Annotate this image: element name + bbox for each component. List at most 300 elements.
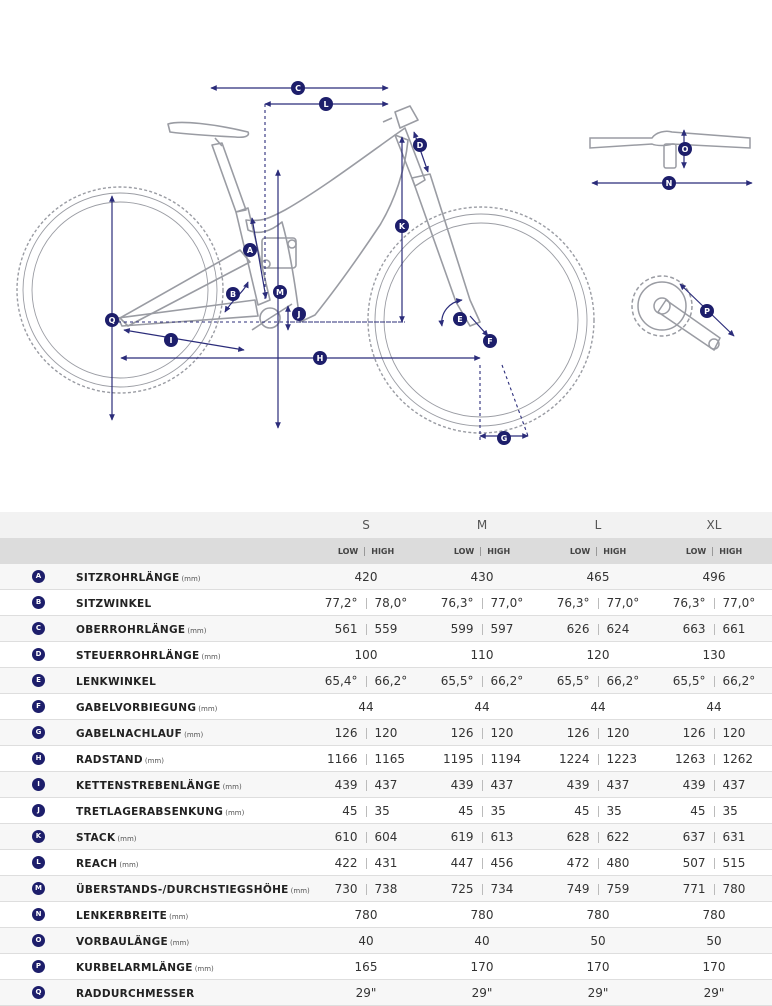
value-separator	[598, 624, 599, 635]
value: 29"	[471, 985, 493, 1000]
value-cell-xl	[656, 824, 772, 850]
high-label: HIGH	[487, 546, 511, 556]
reference-lines	[118, 104, 528, 440]
value-separator	[714, 598, 715, 609]
row-letter-badge: M	[32, 882, 45, 895]
value-high: 66,2°	[606, 673, 640, 688]
header-spacer	[0, 538, 76, 564]
value-cell-s	[308, 824, 424, 850]
value-cell-xl	[656, 616, 772, 642]
row-letter-cell	[0, 564, 76, 590]
value-high: 613	[490, 829, 514, 844]
row-letter-badge: G	[32, 726, 45, 739]
value-low: 65,4°	[324, 673, 358, 688]
row-label-cell	[76, 590, 308, 616]
value-high: 35	[490, 803, 506, 818]
row-letter-cell	[0, 850, 76, 876]
svg-text:K: K	[398, 222, 406, 231]
value-separator	[366, 806, 367, 817]
value-low: 561	[334, 621, 358, 636]
value-high: 661	[722, 621, 746, 636]
value-high: 515	[722, 855, 746, 870]
svg-text:L: L	[323, 100, 329, 109]
value-low: 1224	[558, 751, 590, 766]
value-high: 624	[606, 621, 630, 636]
value-low: 1195	[442, 751, 474, 766]
badge-o	[678, 142, 692, 156]
value-high: 1165	[374, 751, 406, 766]
value-low: 626	[566, 621, 590, 636]
row-letter-badge: O	[32, 934, 45, 947]
value: 44	[590, 699, 606, 714]
value-high: 604	[374, 829, 398, 844]
value-separator	[482, 754, 483, 765]
value-separator	[714, 624, 715, 635]
row-letter-badge: B	[32, 596, 45, 609]
value-low: 422	[334, 855, 358, 870]
value: 496	[702, 569, 726, 584]
value-high: 120	[606, 725, 630, 740]
row-letter-badge: F	[32, 700, 45, 713]
value-high: 77,0°	[722, 595, 756, 610]
row-letter-cell	[0, 980, 76, 1006]
header-spacer	[76, 512, 308, 538]
value-low: 619	[450, 829, 474, 844]
value-low: 45	[458, 803, 474, 818]
value-low: 1166	[326, 751, 358, 766]
value-low: 439	[334, 777, 358, 792]
row-letter-cell	[0, 694, 76, 720]
badge-d	[413, 138, 427, 152]
value-cell-s	[308, 772, 424, 798]
value-cell-l	[540, 720, 656, 746]
value-separator	[482, 728, 483, 739]
svg-text:B: B	[229, 290, 237, 299]
row-label: OBERROHRLÄNGE	[76, 623, 186, 636]
bike-geometry-diagram	[0, 0, 772, 500]
value-low: 628	[566, 829, 590, 844]
value: 100	[354, 647, 378, 662]
dimension-arrows	[112, 88, 528, 436]
geometry-row-h	[0, 746, 772, 772]
value-cell-xl	[656, 564, 772, 590]
row-label-cell	[76, 668, 308, 694]
row-label: RADDURCHMESSER	[76, 987, 195, 1000]
low-high-l	[540, 538, 656, 564]
value: 29"	[587, 985, 609, 1000]
value-cell-s	[308, 954, 424, 980]
row-unit: (mm)	[198, 704, 218, 713]
badge-n	[662, 176, 676, 190]
value-cell-l	[540, 876, 656, 902]
svg-text:D: D	[416, 141, 424, 150]
badge-m	[273, 285, 287, 299]
value-separator	[714, 858, 715, 869]
geometry-row-g	[0, 720, 772, 746]
geometry-row-d	[0, 642, 772, 668]
row-label: RADSTAND	[76, 753, 143, 766]
value-cell-s	[308, 980, 424, 1006]
value-separator	[598, 676, 599, 687]
row-label-cell	[76, 798, 308, 824]
value-high: 1223	[606, 751, 638, 766]
value-separator	[598, 728, 599, 739]
value-cell-m	[424, 980, 540, 1006]
value-separator	[366, 858, 367, 869]
value-cell-m	[424, 694, 540, 720]
badge-g	[497, 431, 511, 445]
value-low: 730	[334, 881, 358, 896]
row-unit: (mm)	[181, 574, 201, 583]
header-spacer	[0, 512, 76, 538]
size-header-m: M	[424, 512, 540, 538]
svg-text:C: C	[295, 84, 301, 93]
value-separator	[598, 598, 599, 609]
low-label: LOW	[685, 546, 707, 556]
value-cell-s	[308, 590, 424, 616]
high-label: HIGH	[371, 546, 395, 556]
value-separator	[366, 598, 367, 609]
row-label-cell	[76, 850, 308, 876]
value-high: 738	[374, 881, 398, 896]
value-low: 749	[566, 881, 590, 896]
row-letter-badge: A	[32, 570, 45, 583]
badge-l	[319, 97, 333, 111]
value-high: 35	[374, 803, 390, 818]
geometry-row-b	[0, 590, 772, 616]
row-letter-cell	[0, 772, 76, 798]
value-cell-m	[424, 850, 540, 876]
low-label: LOW	[569, 546, 591, 556]
value-cell-l	[540, 564, 656, 590]
row-letter-badge: D	[32, 648, 45, 661]
low-high-xl	[656, 538, 772, 564]
row-label-cell	[76, 954, 308, 980]
row-unit: (mm)	[117, 834, 137, 843]
geometry-row-k	[0, 824, 772, 850]
value-separator	[598, 806, 599, 817]
value-cell-s	[308, 720, 424, 746]
value-cell-l	[540, 928, 656, 954]
value-cell-l	[540, 746, 656, 772]
value-cell-s	[308, 694, 424, 720]
value-cell-m	[424, 902, 540, 928]
value-separator	[482, 832, 483, 843]
value-high: 1194	[490, 751, 522, 766]
value-high: 759	[606, 881, 630, 896]
value-high: 77,0°	[490, 595, 524, 610]
value: 170	[702, 959, 726, 974]
svg-text:J: J	[297, 310, 301, 319]
value-cell-m	[424, 954, 540, 980]
dimension-badges	[105, 81, 714, 445]
value: 50	[706, 933, 722, 948]
row-label-cell	[76, 876, 308, 902]
badge-h	[313, 351, 327, 365]
low-high-header-row	[0, 538, 772, 564]
value-low: 126	[334, 725, 358, 740]
size-header-xl: XL	[656, 512, 772, 538]
row-letter-cell	[0, 746, 76, 772]
value-high: 120	[722, 725, 746, 740]
value-low: 76,3°	[440, 595, 474, 610]
value: 29"	[703, 985, 725, 1000]
row-label: KETTENSTREBENLÄNGE	[76, 779, 221, 792]
value: 420	[354, 569, 378, 584]
row-letter-badge: Q	[32, 986, 45, 999]
geometry-row-c	[0, 616, 772, 642]
svg-text:Q: Q	[108, 316, 116, 325]
svg-text:M: M	[276, 288, 284, 297]
value-cell-m	[424, 928, 540, 954]
header-spacer	[76, 538, 308, 564]
value-separator	[714, 832, 715, 843]
row-unit: (mm)	[290, 886, 310, 895]
value-low: 45	[690, 803, 706, 818]
svg-text:N: N	[665, 179, 673, 188]
value-cell-l	[540, 850, 656, 876]
badge-c	[291, 81, 305, 95]
value: 165	[354, 959, 378, 974]
value-low: 439	[566, 777, 590, 792]
badge-j	[292, 307, 306, 321]
value-cell-xl	[656, 590, 772, 616]
badge-e	[453, 312, 467, 326]
value-high: 559	[374, 621, 398, 636]
value-high: 480	[606, 855, 630, 870]
value-high: 66,2°	[490, 673, 524, 688]
value-cell-m	[424, 824, 540, 850]
value-cell-m	[424, 616, 540, 642]
row-label-cell	[76, 746, 308, 772]
row-letter-badge: N	[32, 908, 45, 921]
row-unit: (mm)	[187, 626, 207, 635]
value-separator	[366, 780, 367, 791]
value-separator	[714, 676, 715, 687]
value-high: 35	[722, 803, 738, 818]
row-label-cell	[76, 694, 308, 720]
value-separator	[714, 884, 715, 895]
row-label: SITZWINKEL	[76, 597, 152, 610]
value: 465	[586, 569, 610, 584]
row-letter-cell	[0, 720, 76, 746]
value-high: 597	[490, 621, 514, 636]
value-low: 725	[450, 881, 474, 896]
row-letter-badge: C	[32, 622, 45, 635]
value: 780	[586, 907, 610, 922]
value-high: 780	[722, 881, 746, 896]
value-cell-m	[424, 590, 540, 616]
value-high: 1262	[722, 751, 754, 766]
value-cell-l	[540, 902, 656, 928]
row-letter-badge: K	[32, 830, 45, 843]
value-cell-l	[540, 954, 656, 980]
value-cell-s	[308, 876, 424, 902]
value: 110	[470, 647, 494, 662]
row-letter-cell	[0, 902, 76, 928]
value: 170	[586, 959, 610, 974]
value-low: 126	[566, 725, 590, 740]
value-separator	[714, 780, 715, 791]
value-cell-xl	[656, 876, 772, 902]
geometry-row-q	[0, 980, 772, 1006]
geometry-row-n	[0, 902, 772, 928]
badge-i	[164, 333, 178, 347]
size-header-row	[0, 512, 772, 538]
value-separator	[482, 884, 483, 895]
value-separator	[366, 624, 367, 635]
value: 130	[702, 647, 726, 662]
geometry-row-f	[0, 694, 772, 720]
value-separator	[366, 832, 367, 843]
row-label: SITZROHRLÄNGE	[76, 571, 180, 584]
value-low: 65,5°	[672, 673, 706, 688]
value-cell-m	[424, 772, 540, 798]
value: 780	[354, 907, 378, 922]
row-label: STACK	[76, 831, 116, 844]
row-unit: (mm)	[169, 912, 189, 921]
value-separator	[482, 806, 483, 817]
value-cell-m	[424, 720, 540, 746]
value-high: 66,2°	[374, 673, 408, 688]
value-separator	[482, 676, 483, 687]
value-high: 437	[374, 777, 398, 792]
row-unit: (mm)	[119, 860, 139, 869]
badge-q	[105, 313, 119, 327]
value-low: 1263	[674, 751, 706, 766]
row-letter-cell	[0, 824, 76, 850]
row-letter-cell	[0, 642, 76, 668]
row-unit: (mm)	[222, 782, 242, 791]
value-high: 78,0°	[374, 595, 408, 610]
low-label: LOW	[337, 546, 359, 556]
value-high: 35	[606, 803, 622, 818]
value-cell-l	[540, 980, 656, 1006]
row-letter-cell	[0, 798, 76, 824]
row-unit: (mm)	[194, 964, 214, 973]
row-label: REACH	[76, 857, 118, 870]
value-cell-xl	[656, 980, 772, 1006]
value-separator	[598, 884, 599, 895]
row-letter-cell	[0, 876, 76, 902]
value-high: 622	[606, 829, 630, 844]
value-low: 439	[682, 777, 706, 792]
size-header-l: L	[540, 512, 656, 538]
value-cell-l	[540, 616, 656, 642]
row-unit: (mm)	[201, 652, 221, 661]
value-high: 77,0°	[606, 595, 640, 610]
svg-text:P: P	[704, 307, 710, 316]
rear-wheel	[17, 187, 223, 393]
low-label: LOW	[453, 546, 475, 556]
row-unit: (mm)	[225, 808, 245, 817]
badge-b	[226, 287, 240, 301]
value: 170	[470, 959, 494, 974]
value-cell-xl	[656, 720, 772, 746]
value-separator	[366, 676, 367, 687]
value-cell-s	[308, 668, 424, 694]
row-label: LENKERBREITE	[76, 909, 168, 922]
value: 40	[474, 933, 490, 948]
value-separator	[366, 754, 367, 765]
value-low: 599	[450, 621, 474, 636]
value-separator	[366, 884, 367, 895]
geometry-row-p	[0, 954, 772, 980]
value-high: 456	[490, 855, 514, 870]
value-low: 126	[682, 725, 706, 740]
value-cell-s	[308, 798, 424, 824]
value-cell-s	[308, 928, 424, 954]
value-high: 734	[490, 881, 514, 896]
value-high: 120	[490, 725, 514, 740]
value-cell-l	[540, 824, 656, 850]
row-letter-badge: E	[32, 674, 45, 687]
row-letter-badge: J	[32, 804, 45, 817]
value-low: 472	[566, 855, 590, 870]
value: 780	[470, 907, 494, 922]
svg-text:A: A	[246, 246, 254, 255]
value-high: 66,2°	[722, 673, 756, 688]
geometry-row-e	[0, 668, 772, 694]
value-high: 120	[374, 725, 398, 740]
value-cell-s	[308, 746, 424, 772]
value-low: 126	[450, 725, 474, 740]
value-cell-m	[424, 798, 540, 824]
svg-text:F: F	[487, 337, 493, 346]
geometry-table	[0, 512, 772, 1006]
geometry-row-o	[0, 928, 772, 954]
value: 44	[474, 699, 490, 714]
value-cell-xl	[656, 642, 772, 668]
value: 44	[358, 699, 374, 714]
svg-text:I: I	[169, 336, 173, 345]
value-cell-l	[540, 694, 656, 720]
value-cell-xl	[656, 694, 772, 720]
row-label: GABELVORBIEGUNG	[76, 701, 197, 714]
value-cell-xl	[656, 798, 772, 824]
geometry-row-l	[0, 850, 772, 876]
value-high: 437	[606, 777, 630, 792]
row-label: TRETLAGERABSENKUNG	[76, 805, 224, 818]
value-low: 447	[450, 855, 474, 870]
value-cell-l	[540, 642, 656, 668]
value-cell-l	[540, 590, 656, 616]
geometry-row-m	[0, 876, 772, 902]
geometry-row-i	[0, 772, 772, 798]
row-label: VORBAULÄNGE	[76, 935, 168, 948]
row-letter-cell	[0, 928, 76, 954]
value: 44	[706, 699, 722, 714]
value-low: 637	[682, 829, 706, 844]
value-separator	[482, 780, 483, 791]
row-unit: (mm)	[144, 756, 164, 765]
row-label-cell	[76, 720, 308, 746]
value-separator	[714, 806, 715, 817]
row-label-cell	[76, 772, 308, 798]
value-separator	[714, 728, 715, 739]
row-label-cell	[76, 980, 308, 1006]
size-header-s: S	[308, 512, 424, 538]
badge-k	[395, 219, 409, 233]
value-low: 439	[450, 777, 474, 792]
value-low: 771	[682, 881, 706, 896]
value-cell-xl	[656, 772, 772, 798]
badge-f	[483, 334, 497, 348]
value-cell-s	[308, 902, 424, 928]
value-separator	[366, 728, 367, 739]
value: 430	[470, 569, 494, 584]
row-label-cell	[76, 564, 308, 590]
